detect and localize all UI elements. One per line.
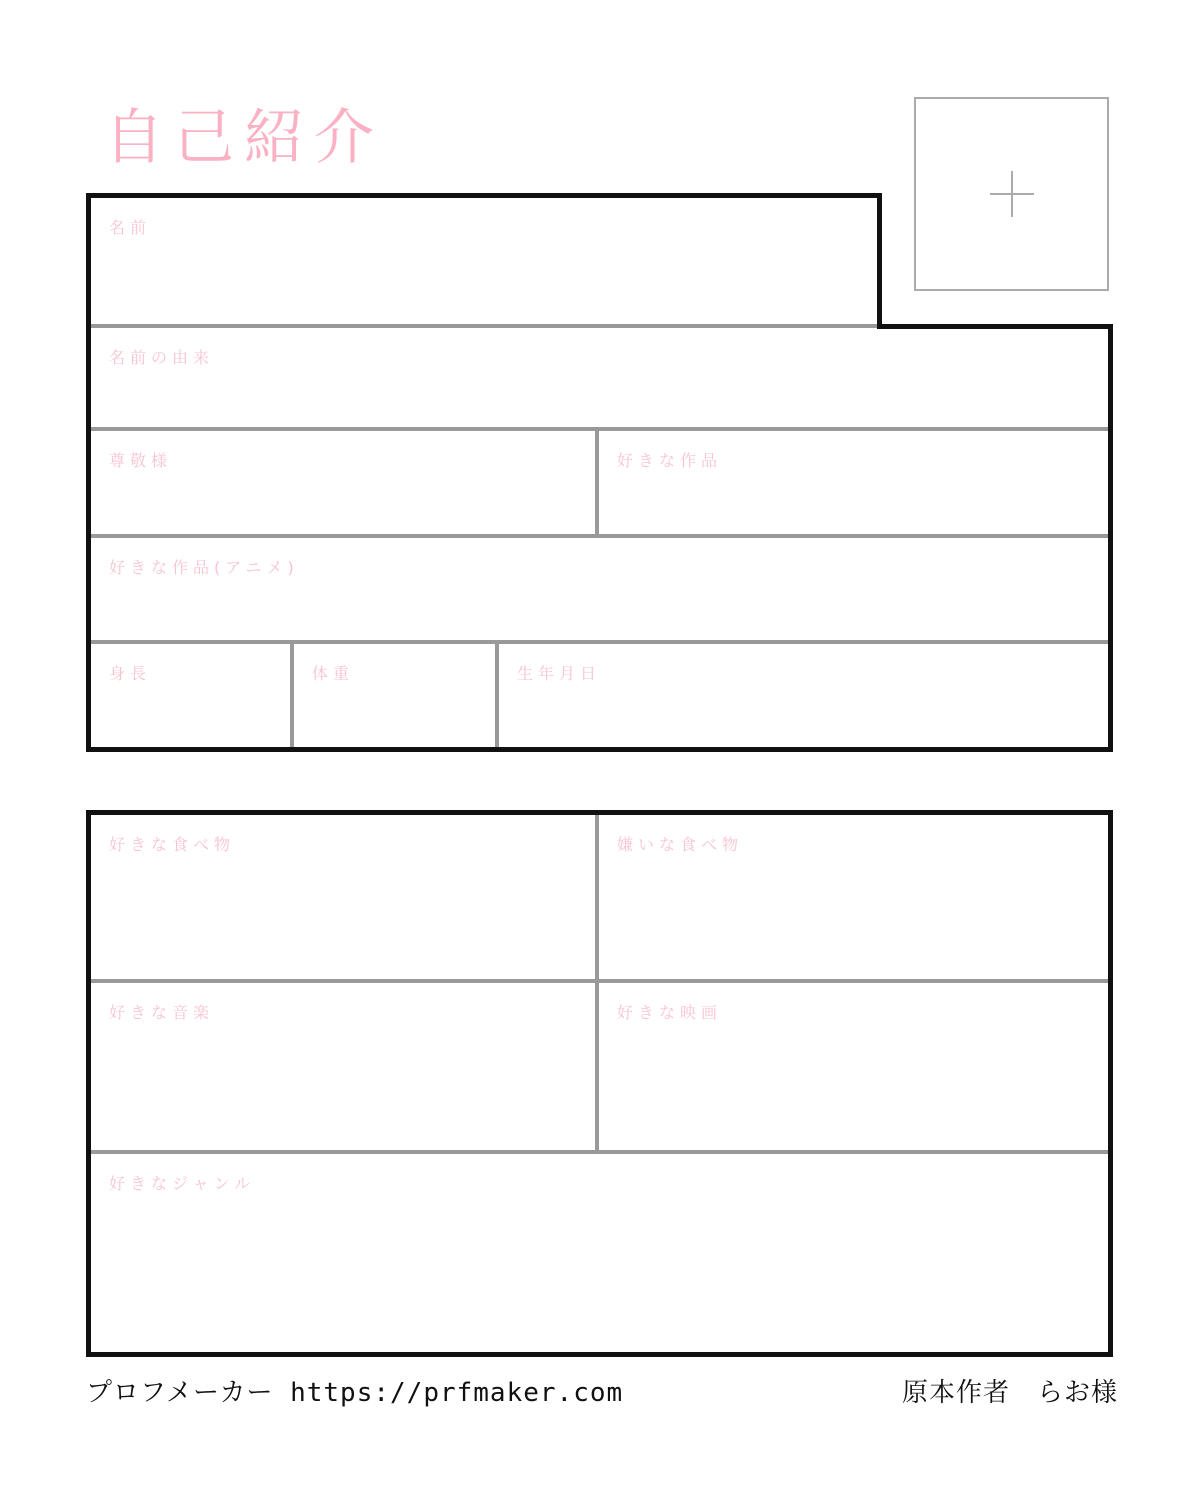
favorite-work-field-label: 好きな作品 [617,451,723,470]
name-origin-field-label: 名前の由来 [109,348,215,367]
plus-icon [990,171,1034,217]
page-title: 自己紹介 [104,103,384,173]
weight-field[interactable] [294,644,495,747]
favorite-music-field-label: 好きな音楽 [109,1003,215,1022]
respected-person-field[interactable] [91,431,595,534]
favorite-movie-field[interactable] [599,983,1108,1150]
height-field-label: 身長 [109,664,152,683]
favorite-genre-field-label: 好きなジャンル [109,1174,256,1193]
favorite-food-field-label: 好きな食べ物 [109,835,236,854]
photo-upload-box[interactable] [914,97,1109,291]
disliked-food-field[interactable] [599,815,1108,979]
service-credit: プロフメーカー https://prfmaker.com [86,1378,624,1408]
favorite-genre-field[interactable] [91,1154,1108,1352]
respected-person-field-label: 尊敬様 [109,451,173,470]
favorite-work-anime-field-label: 好きな作品(アニメ) [109,558,299,577]
favorite-movie-field-label: 好きな映画 [617,1003,723,1022]
weight-field-label: 体重 [312,664,355,683]
height-field[interactable] [91,644,290,747]
favorite-music-field[interactable] [91,983,595,1150]
favorite-work-field[interactable] [599,431,1108,534]
name-field[interactable] [91,198,877,324]
birth-date-field[interactable] [499,644,1108,747]
author-credit: 原本作者 らお様 [901,1378,1118,1408]
name-origin-field[interactable] [91,328,1108,427]
favorite-work-anime-field[interactable] [91,538,1108,640]
birth-date-field-label: 生年月日 [517,664,602,683]
favorite-food-field[interactable] [91,815,595,979]
disliked-food-field-label: 嫌いな食べ物 [617,835,744,854]
name-field-label: 名前 [109,218,152,237]
